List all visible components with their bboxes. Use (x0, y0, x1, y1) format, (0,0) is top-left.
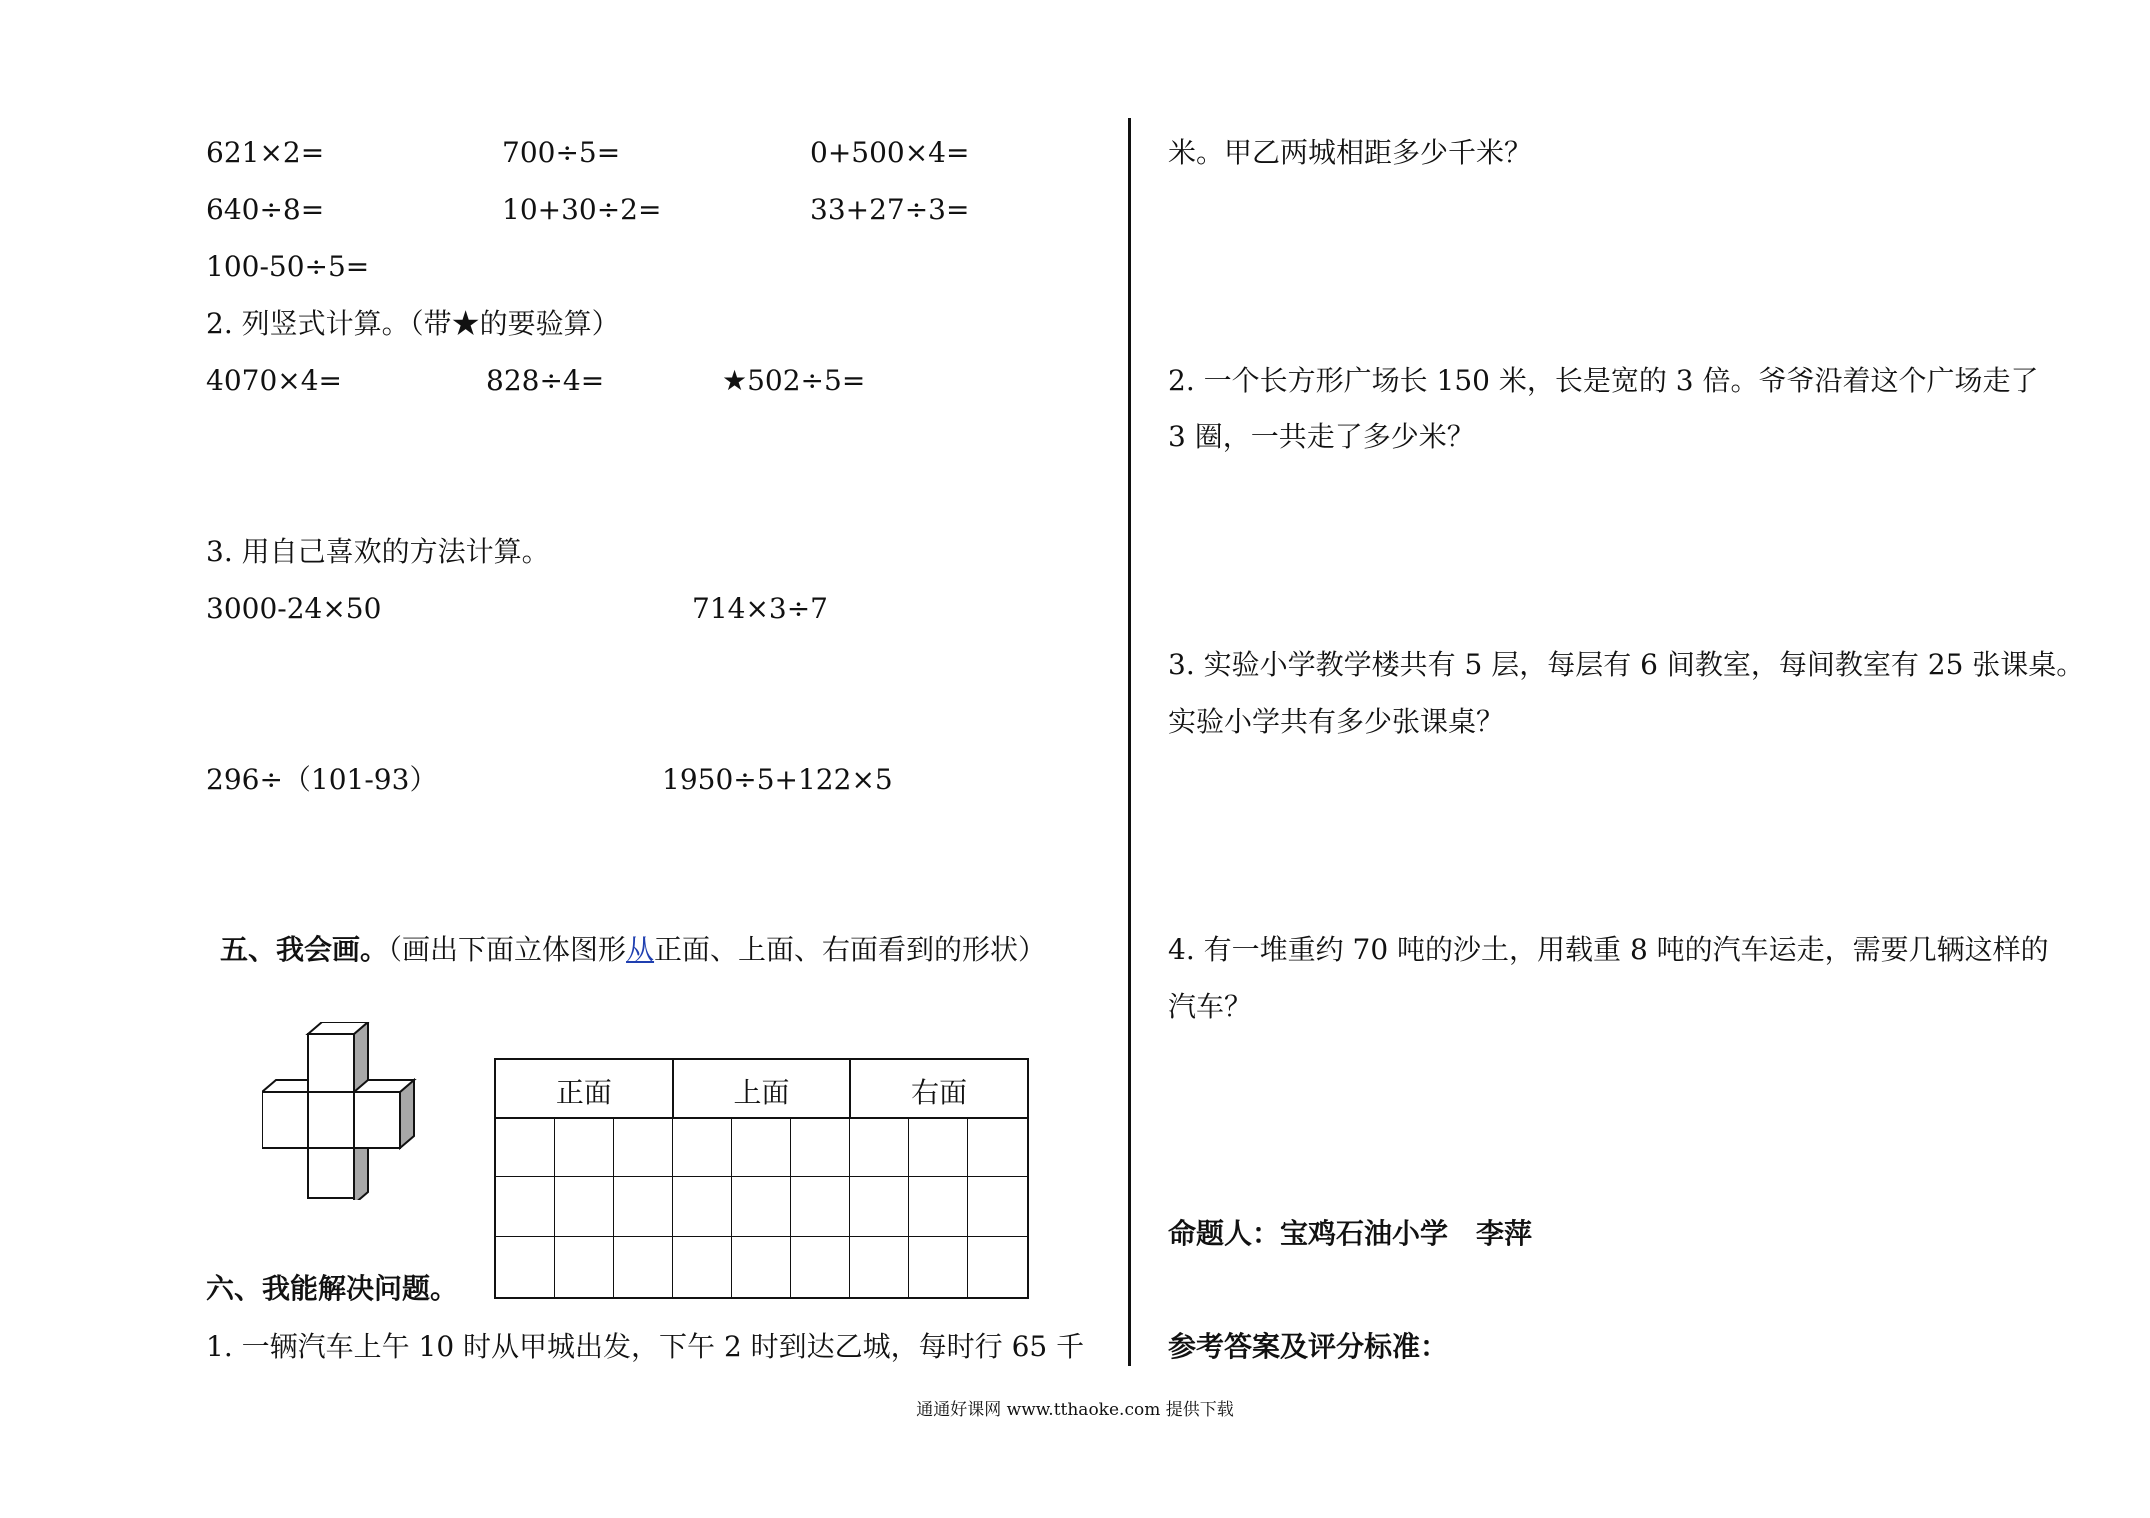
grid-cell[interactable] (555, 1177, 614, 1237)
oral-calc-2: 700÷5= (502, 136, 621, 169)
grid-cell[interactable] (614, 1117, 673, 1177)
section-5-note-a: （画出下面立体图形 (388, 933, 627, 966)
grid-cell[interactable] (909, 1117, 968, 1177)
grid-header-right: 右面 (911, 1076, 968, 1109)
q2-item-2: 828÷4= (486, 364, 605, 397)
grid-cell[interactable] (614, 1237, 673, 1297)
grid-cell[interactable] (968, 1117, 1027, 1177)
q2-item-3: ★502÷5= (722, 364, 866, 397)
grid-cell[interactable] (791, 1177, 850, 1237)
q3-item-1: 3000-24×50 (206, 592, 382, 625)
author-line: 命题人：宝鸡石油小学 李萍 (1168, 1217, 1533, 1250)
problem-2-line-2: 3 圈，一共走了多少米？ (1168, 420, 1475, 453)
grid-cell[interactable] (614, 1177, 673, 1237)
section-5-heading (220, 933, 1046, 967)
grid-body (496, 1117, 1027, 1297)
grid-cell[interactable] (968, 1237, 1027, 1297)
q3-title: 3. 用自己喜欢的方法计算。 (206, 535, 550, 568)
grid-cell[interactable] (909, 1177, 968, 1237)
grid-cell[interactable] (968, 1177, 1027, 1237)
grid-cell[interactable] (732, 1117, 791, 1177)
grid-cell[interactable] (850, 1237, 909, 1297)
q3-item-2: 714×3÷7 (692, 592, 828, 625)
grid-cell[interactable] (496, 1177, 555, 1237)
oral-calc-6: 33+27÷3= (810, 193, 970, 226)
oral-calc-1: 621×2= (206, 136, 325, 169)
q2-title: 2. 列竖式计算。（带★的要验算） (206, 307, 620, 340)
grid-cell[interactable] (791, 1237, 850, 1297)
problem-2-line-1: 2. 一个长方形广场长 150 米，长是宽的 3 倍。爷爷沿着这个广场走了 (1168, 364, 2039, 397)
oral-calc-3: 0+500×4= (810, 136, 970, 169)
q2-item-1: 4070×4= (206, 364, 342, 397)
column-divider (1128, 118, 1131, 1366)
section-5-note-b: 正面、上面、右面看到的形状） (654, 933, 1047, 966)
cube-figure (262, 1022, 422, 1200)
q3-item-3: 296÷（101-93） (206, 763, 438, 796)
grid-cell[interactable] (555, 1117, 614, 1177)
footer-credit: 通通好课网 www.tthaoke.com 提供下载 (916, 1400, 1234, 1420)
oral-calc-5: 10+30÷2= (502, 193, 662, 226)
problem-1-start: 1. 一辆汽车上午 10 时从甲城出发，下午 2 时到达乙城，每时行 65 千 (206, 1330, 1085, 1363)
grid-header (496, 1060, 1027, 1119)
grid-cell[interactable] (732, 1237, 791, 1297)
grid-cell[interactable] (496, 1237, 555, 1297)
q3-item-4: 1950÷5+122×5 (662, 763, 893, 796)
oral-calc-7: 100-50÷5= (206, 250, 370, 283)
problem-3-line-2: 实验小学共有多少张课桌？ (1168, 705, 1505, 738)
problem-4-line-2: 汽车？ (1168, 990, 1253, 1023)
grid-cell[interactable] (732, 1177, 791, 1237)
grid-cell[interactable] (673, 1237, 732, 1297)
problem-3-line-1: 3. 实验小学教学楼共有 5 层，每层有 6 间教室，每间教室有 25 张课桌。 (1168, 648, 2085, 681)
problem-4-line-1: 4. 有一堆重约 70 吨的沙土，用载重 8 吨的汽车运走，需要几辆这样的 (1168, 933, 2049, 966)
section-5-link[interactable]: 从 (626, 933, 655, 966)
grid-cell[interactable] (850, 1177, 909, 1237)
grid-cell[interactable] (791, 1117, 850, 1177)
oral-calc-4: 640÷8= (206, 193, 325, 226)
grid-cell[interactable] (850, 1117, 909, 1177)
grid-cell[interactable] (496, 1117, 555, 1177)
grid-header-top: 上面 (674, 1060, 852, 1117)
grid-cell[interactable] (673, 1117, 732, 1177)
view-drawing-grid (494, 1058, 1029, 1299)
section-5-title: 五、我会画。 (220, 933, 389, 966)
grid-cell[interactable] (909, 1237, 968, 1297)
grid-header-front: 正面 (496, 1060, 674, 1117)
problem-1-end: 米。甲乙两城相距多少千米？ (1168, 136, 1533, 169)
answers-title: 参考答案及评分标准： (1168, 1330, 1449, 1363)
section-6-title: 六、我能解决问题。 (206, 1272, 459, 1305)
grid-cell[interactable] (555, 1237, 614, 1297)
grid-cell[interactable] (673, 1177, 732, 1237)
